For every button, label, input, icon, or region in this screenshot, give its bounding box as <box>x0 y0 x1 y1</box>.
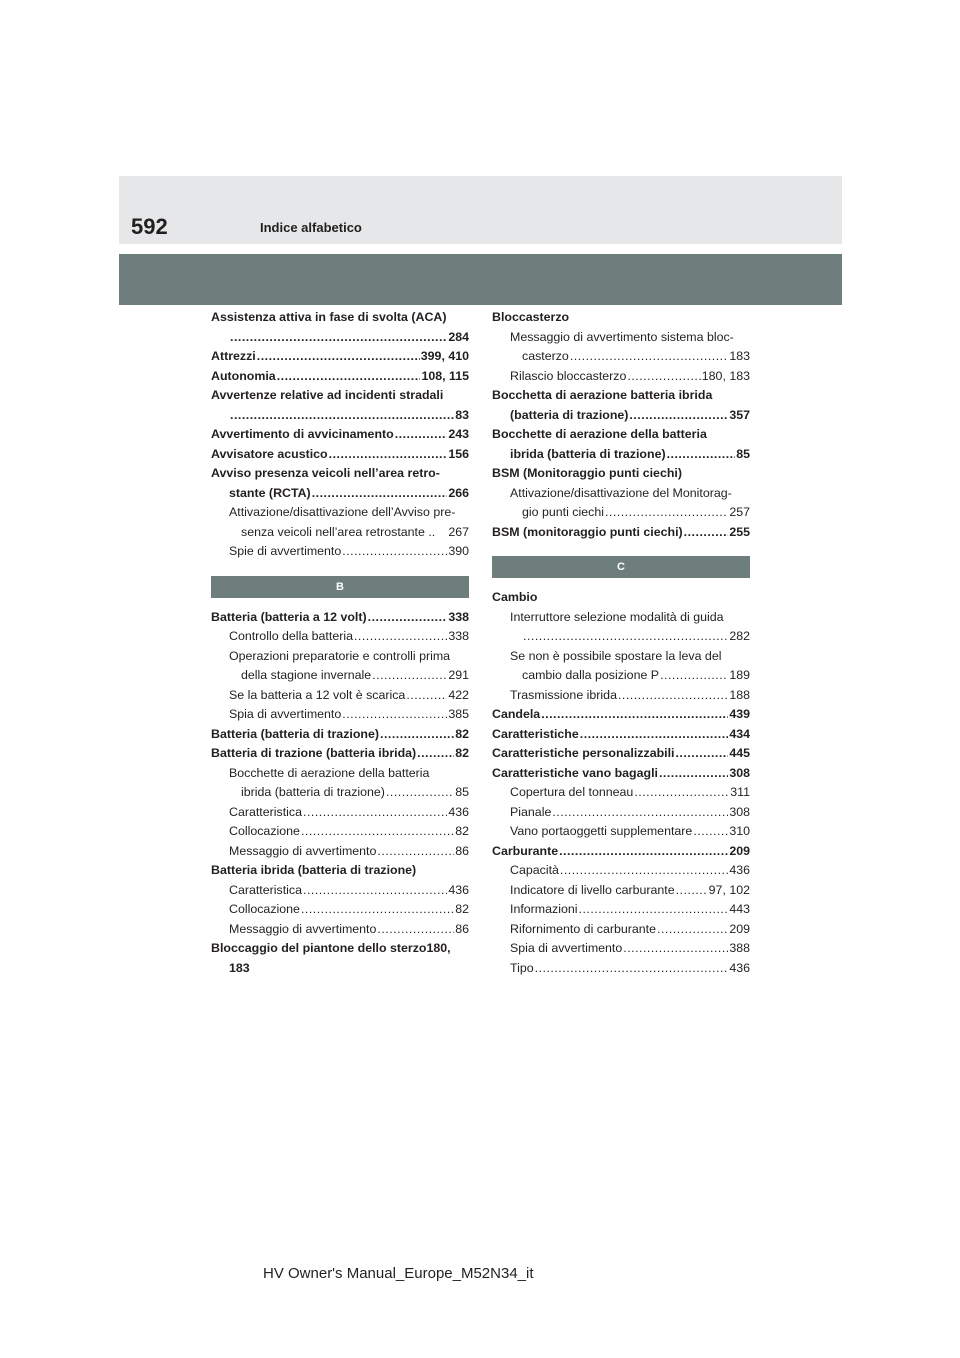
index-entry <box>492 523 750 543</box>
index-entry <box>211 503 469 523</box>
index-entry-text: Interruttore selezione modalità di guida <box>510 609 724 624</box>
dot-leader <box>570 347 728 367</box>
index-entry <box>211 744 469 764</box>
index-entry-text: gio punti ciechi <box>522 505 604 519</box>
index-column-right <box>492 308 750 978</box>
index-entry-text: Bocchette di aerazione della batteria <box>229 765 430 780</box>
index-entry <box>211 705 469 725</box>
index-entry-page: 357 <box>729 407 750 422</box>
index-entry-text: Avviso presenza veicoli nell’area retro- <box>211 466 440 480</box>
dot-leader <box>667 445 736 465</box>
index-entry-text: (batteria di trazione) <box>510 407 629 422</box>
index-entry-text: Rilascio bloccasterzo <box>510 368 627 383</box>
letter-heading-c: C <box>492 556 750 578</box>
index-entry-text: Messaggio di avvertimento sistema bloc- <box>510 329 734 344</box>
index-entry <box>211 881 469 901</box>
dot-leader <box>659 764 728 784</box>
index-entry-text: stante (RCTA) <box>229 485 311 500</box>
dot-leader <box>368 608 448 628</box>
index-entry-text: Messaggio di avvertimento <box>229 921 377 936</box>
index-entry <box>492 386 750 406</box>
footer-text: HV Owner's Manual_Europe_M52N34_it <box>263 1265 534 1282</box>
index-entry <box>211 347 469 367</box>
index-entry <box>492 484 750 504</box>
index-entry-page: 308 <box>729 765 750 780</box>
index-entry <box>211 920 469 940</box>
dot-leader <box>684 523 729 543</box>
index-entry-text: Collocazione <box>229 902 300 916</box>
index-entry-text: Informazioni <box>510 902 578 916</box>
index-entry <box>211 406 469 426</box>
dot-leader <box>372 666 447 686</box>
index-entry <box>492 627 750 647</box>
dot-leader <box>406 686 447 706</box>
index-entry-text: Bloccasterzo <box>492 310 570 324</box>
index-entry-text: 183 <box>229 960 250 975</box>
index-entry-page: 310 <box>729 824 750 838</box>
index-entry <box>492 705 750 725</box>
index-entry-text: Carburante <box>492 843 559 858</box>
index-entry <box>492 959 750 979</box>
index-entry <box>211 783 469 803</box>
dot-leader <box>395 425 448 445</box>
index-entry <box>492 939 750 959</box>
dot-leader <box>257 347 420 367</box>
index-entry-page: 385 <box>448 707 469 721</box>
index-entry-page: 311 <box>730 785 750 799</box>
index-entry-text: Avvisatore acustico <box>211 446 328 461</box>
index-entry-text: senza veicoli nell’area retrostante .. <box>241 524 436 539</box>
index-entry <box>492 347 750 367</box>
index-entry <box>211 842 469 862</box>
index-entry <box>492 425 750 445</box>
dot-leader <box>303 803 447 823</box>
index-entry-page: 97, 102 <box>708 882 750 897</box>
dot-leader <box>552 803 728 823</box>
index-entry-page: 390 <box>448 544 469 558</box>
index-entry <box>492 588 750 608</box>
index-entry-page: 156 <box>448 446 469 461</box>
index-entry <box>211 627 469 647</box>
index-entry-text: Autonomia <box>211 368 276 383</box>
index-entry-page: 257 <box>729 505 750 519</box>
dot-leader <box>675 744 728 764</box>
index-entry-page: 267 <box>448 524 469 539</box>
index-entry <box>211 666 469 686</box>
index-entry <box>492 725 750 745</box>
dot-leader <box>312 484 448 504</box>
index-entry <box>211 542 469 562</box>
dot-leader <box>560 861 728 881</box>
index-entry-text: Attivazione/disattivazione del Monitorag- <box>510 485 732 500</box>
index-entry <box>492 367 750 387</box>
index-entry-text: Messaggio di avvertimento <box>229 843 377 858</box>
index-entry-text: Attrezzi <box>211 349 256 363</box>
index-entry-page: 243 <box>448 427 469 441</box>
dot-leader <box>605 503 728 523</box>
index-entry <box>492 803 750 823</box>
dot-leader <box>354 627 447 647</box>
index-entry-page: 291 <box>448 668 469 682</box>
index-entry <box>211 959 469 979</box>
index-entry-text: cambio dalla posizione P <box>522 668 660 682</box>
index-entry-text: Avvertimento di avvicinamento <box>211 427 394 441</box>
index-entry-text: ibrida (batteria di trazione) <box>510 446 666 461</box>
index-entry-text: Assistenza attiva in fase di svolta (ACA) <box>211 310 447 324</box>
index-entry-page: 436 <box>448 882 469 897</box>
index-entry <box>492 503 750 523</box>
index-entry <box>211 484 469 504</box>
index-entry <box>211 523 469 543</box>
index-entry <box>211 328 469 348</box>
dot-leader <box>541 705 728 725</box>
dot-leader <box>377 842 454 862</box>
index-entry <box>211 464 469 484</box>
index-entry-text: Cambio <box>492 590 538 604</box>
index-entry <box>492 861 750 881</box>
dot-leader <box>559 842 728 862</box>
index-entry <box>211 725 469 745</box>
header-band <box>119 254 842 305</box>
index-entry-page: 85 <box>736 446 750 461</box>
index-entry-page: 82 <box>455 824 469 838</box>
index-entry-text: Bloccaggio del piantone dello sterzo180, <box>211 941 451 955</box>
index-entry <box>492 308 750 328</box>
index-entry-page: 189 <box>729 668 750 682</box>
dot-leader <box>380 725 454 745</box>
index-entry <box>492 920 750 940</box>
index-entry-page: 82 <box>455 726 469 741</box>
dot-leader <box>301 822 454 842</box>
index-entry-page: 445 <box>729 746 750 760</box>
index-entry-page: 338 <box>448 609 469 624</box>
index-entry <box>211 608 469 628</box>
index-entry <box>492 666 750 686</box>
index-entry-page: 338 <box>448 629 469 643</box>
index-entry-text: BSM (Monitoraggio punti ciechi) <box>492 466 682 480</box>
index-entry-page: 434 <box>729 726 750 741</box>
index-entry-page: 83 <box>455 407 469 422</box>
dot-leader <box>329 445 448 465</box>
dot-leader <box>535 959 729 979</box>
index-entry <box>492 445 750 465</box>
index-entry <box>492 822 750 842</box>
index-entry-page: 422 <box>448 687 469 702</box>
index-entry-page: 86 <box>455 843 469 858</box>
dot-leader <box>230 406 454 426</box>
index-entry-text: Copertura del tonneau <box>510 785 634 799</box>
index-entry <box>211 386 469 406</box>
index-column-left <box>211 308 469 978</box>
index-entry-text: della stagione invernale <box>241 668 372 682</box>
index-entry-page: 266 <box>448 485 469 500</box>
index-entry-text: Caratteristiche <box>492 726 579 741</box>
index-entry <box>211 822 469 842</box>
index-entry-text: Spie di avvertimento <box>229 544 342 558</box>
index-entry-text: Tipo <box>510 960 534 975</box>
index-entry-page: 255 <box>729 524 750 539</box>
dot-leader <box>301 900 454 920</box>
index-entry-text: Spia di avvertimento <box>229 707 342 721</box>
index-entry-page: 86 <box>455 921 469 936</box>
index-entry <box>492 647 750 667</box>
index-entry-page: 209 <box>729 843 750 858</box>
index-entry-text: ibrida (batteria di trazione) <box>241 785 385 799</box>
index-entry-text: Operazioni preparatorie e controlli prima <box>229 648 451 663</box>
dot-leader <box>660 666 728 686</box>
index-entry-text: Spia di avvertimento <box>510 941 623 955</box>
section-title: Indice alfabetico <box>260 220 362 235</box>
index-entry-text: Caratteristica <box>229 804 302 819</box>
index-entry-page: 82 <box>455 902 469 916</box>
index-entry-text: BSM (monitoraggio punti ciechi) <box>492 524 683 539</box>
letter-heading-b: B <box>211 576 469 598</box>
index-entry <box>211 939 469 959</box>
dot-leader <box>342 542 447 562</box>
dot-leader <box>342 705 447 725</box>
index-entry <box>492 608 750 628</box>
index-entry <box>492 328 750 348</box>
dot-leader <box>579 900 729 920</box>
dot-leader <box>627 367 700 387</box>
index-entry-page: 439 <box>729 707 750 721</box>
dot-leader <box>623 939 728 959</box>
page-header <box>119 176 842 244</box>
index-entry <box>492 783 750 803</box>
dot-leader <box>693 822 728 842</box>
index-entry-text: Candela <box>492 707 541 721</box>
dot-leader <box>377 920 454 940</box>
dot-leader <box>303 881 447 901</box>
index-entry <box>492 406 750 426</box>
index-entry <box>492 686 750 706</box>
index-entry-page: 443 <box>729 902 750 916</box>
index-entry-page: 399, 410 <box>420 349 469 363</box>
index-entry-text: Vano portaoggetti supplementare <box>510 824 693 838</box>
index-entry-text: Bocchetta di aerazione batteria ibrida <box>492 388 713 402</box>
index-entry <box>211 425 469 445</box>
index-entry <box>211 861 469 881</box>
index-entry-text: Pianale <box>510 804 552 819</box>
index-entry-text: casterzo <box>522 349 569 363</box>
index-entry <box>211 686 469 706</box>
index-entry-page: 183 <box>729 349 750 363</box>
dot-leader <box>523 627 728 647</box>
index-entry-page: 188 <box>729 687 750 702</box>
index-entry <box>492 744 750 764</box>
index-entry-page: 388 <box>729 941 750 955</box>
index-entry-text: Capacità <box>510 863 559 877</box>
dot-leader <box>580 725 729 745</box>
index-entry-text: Bocchette di aerazione della batteria <box>492 427 707 441</box>
index-entry-text: Caratteristiche personalizzabili <box>492 746 675 760</box>
index-entry-page: 108, 115 <box>421 368 469 383</box>
index-entry-text: Batteria di trazione (batteria ibrida) <box>211 746 417 760</box>
index-entry-text: Caratteristiche vano bagagli <box>492 765 658 780</box>
index-entry <box>211 445 469 465</box>
index-entry <box>492 842 750 862</box>
index-entry <box>492 464 750 484</box>
index-entry-page: 85 <box>455 785 469 799</box>
index-entry-text: Batteria (batteria a 12 volt) <box>211 609 367 624</box>
index-entry-text: Avvertenze relative ad incidenti stradali <box>211 388 444 402</box>
dot-leader <box>417 744 454 764</box>
index-entry <box>211 900 469 920</box>
dot-leader <box>618 686 728 706</box>
index-entry-page: 308 <box>729 804 750 819</box>
index-entry <box>211 367 469 387</box>
index-entry <box>492 900 750 920</box>
page-number: 592 <box>131 214 168 239</box>
index-entry <box>211 308 469 328</box>
index-entry-page: 436 <box>729 863 750 877</box>
index-entry-page: 436 <box>729 960 750 975</box>
index-entry <box>211 647 469 667</box>
index-entry <box>492 881 750 901</box>
dot-leader <box>277 367 421 387</box>
index-entry-text: Trasmissione ibrida <box>510 687 617 702</box>
dot-leader <box>634 783 729 803</box>
index-entry-page: 209 <box>729 921 750 936</box>
dot-leader <box>629 406 728 426</box>
index-entry-page: 82 <box>455 746 469 760</box>
index-entry-text: Caratteristica <box>229 882 302 897</box>
index-entry-text: Controllo della batteria <box>229 629 353 643</box>
index-entry-page: 282 <box>729 629 750 643</box>
index-entry <box>492 764 750 784</box>
index-entry-text: Indicatore di livello carburante <box>510 882 675 897</box>
index-entry-text: Rifornimento di carburante <box>510 921 657 936</box>
dot-leader <box>676 881 708 901</box>
dot-leader <box>657 920 728 940</box>
index-entry-text: Batteria ibrida (batteria di trazione) <box>211 863 417 877</box>
index-entry-text: Attivazione/disattivazione dell’Avviso pre- <box>229 505 456 519</box>
index-entry-page: 436 <box>448 804 469 819</box>
index-entry-page: 284 <box>448 329 469 344</box>
index-entry-page: 180, 183 <box>701 368 750 383</box>
dot-leader <box>386 783 454 803</box>
index-entry-text: Batteria (batteria di trazione) <box>211 726 379 741</box>
index-entry <box>211 803 469 823</box>
index-entry-text: Se non è possibile spostare la leva del <box>510 648 722 663</box>
index-entry <box>211 764 469 784</box>
index-entry-text: Se la batteria a 12 volt è scarica <box>229 687 406 702</box>
dot-leader <box>230 328 447 348</box>
index-entry-text: Collocazione <box>229 824 300 838</box>
